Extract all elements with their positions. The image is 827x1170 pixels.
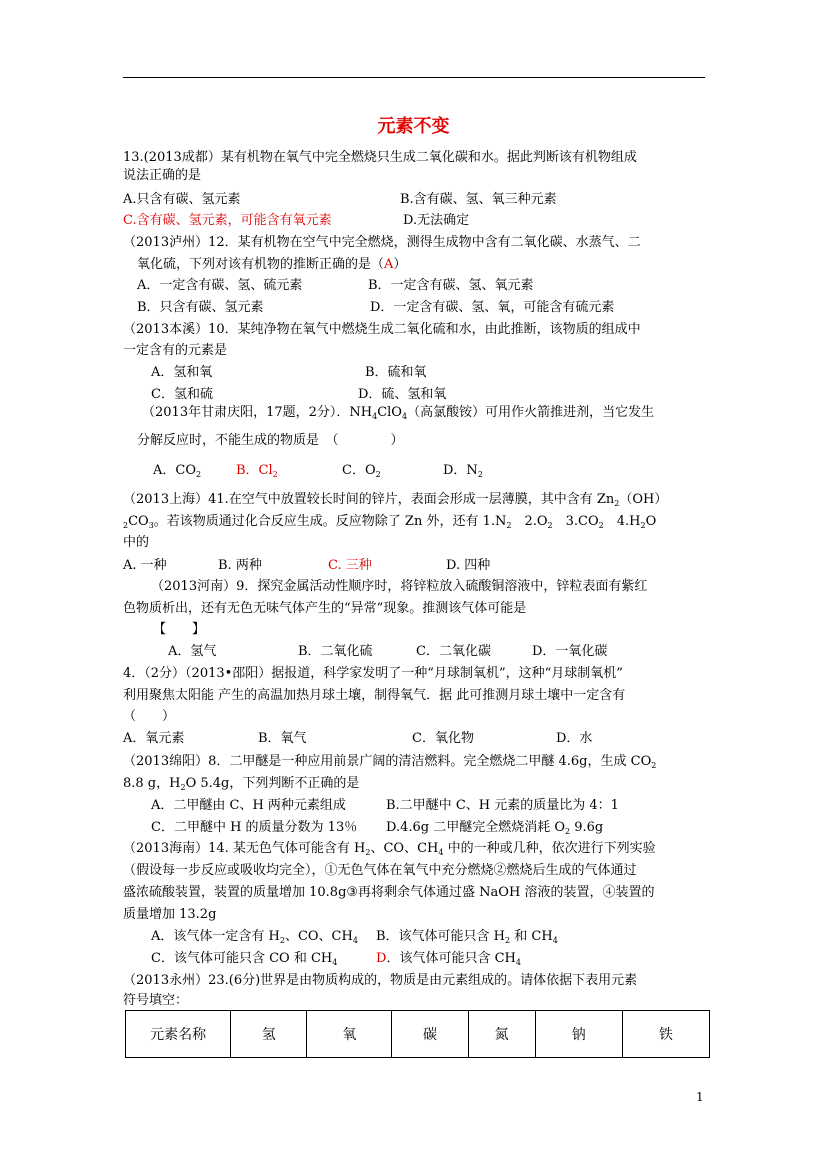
q2-option-c: B．只含有碳、氢元素 [137, 300, 264, 315]
q1-option-d: D.无法确定 [403, 213, 470, 228]
q7-option-b: B．氧气 [258, 731, 307, 746]
q2-line1: （2013泸州）12．某有机物在空气中完全燃烧，测得生成物中含有二氧化碳、水蒸气、二 [123, 235, 641, 250]
q7-option-a: A．氧元素 [123, 731, 185, 746]
q5-line3: 中的 [123, 535, 150, 550]
q8-option-b: B.二甲醚中 C、H 元素的质量比为 4：1 [386, 798, 619, 813]
q9-option-a: A．该气体一定含有 $H_2$、CO、$CH_4$ [151, 929, 358, 945]
q5-line2: $_2CO_3$。若该物质通过化合反应生成。反应物除了 Zn 外，还有 $1.N_2$ $2.O_2$ $3.CO_2$ $4.H_2O$ [123, 514, 657, 530]
element-table [125, 1010, 710, 1058]
q7-option-d: D．水 [556, 731, 593, 746]
q5-line1: （2013上海）41.在空气中放置较长时间的锌片，表面会形成一层薄膜，其中含有 $Zn_2(OH)$ [123, 492, 668, 508]
table-header-cell: 铁 [622, 1011, 709, 1058]
q8-line1: （2013绵阳）8．二甲醚是一种应用前景广阔的清洁燃料。完全燃烧二甲醚 4.6g，生成 $CO_2$ [123, 754, 657, 770]
table-header-cell: 碳 [392, 1011, 468, 1058]
q4-option-a: A．$CO_2$ [153, 463, 202, 479]
q1-option-c: C.含有碳、氢元素，可能含有氧元素 [123, 213, 332, 228]
q9-line2: （假设每一步反应或吸收均完全），①无色气体在氧气中充分燃烧②燃烧后生成的气体通过 [123, 863, 637, 878]
q9-option-b: B．该气体可能只含 $H_2$ 和 $CH_4$ [376, 929, 558, 945]
q4-line1: （2013年甘肃庆阳，17题，2分）．$NH_4ClO_4$（高氯酸铵）可用作火箭推进剂，当它发生 [142, 405, 655, 421]
q3-option-b: B．硫和氧 [365, 365, 427, 380]
header-rule [123, 77, 705, 78]
table-header-cell: 元素名称 [126, 1011, 231, 1058]
q10-line2: 符号填空： [123, 993, 189, 1008]
q3-option-c: C．氢和硫 [151, 387, 213, 402]
table-header-cell: 氢 [231, 1011, 307, 1058]
q5-option-a: A. 一种 [123, 558, 167, 573]
q8-option-d: D.4.6g 二甲醚完全燃烧消耗 $O_2$ 9.6g [386, 820, 604, 836]
q4-option-c: C．$O_2$ [342, 463, 381, 479]
q6-line2: 色物质析出，还有无色无味气体产生的“异常”现象。推测该气体可能是 [123, 601, 527, 616]
q6-answer-bracket: 【 】 [153, 622, 206, 637]
q3-line1: （2013本溪）10．某纯净物在氧气中燃烧生成二氧化硫和水，由此推断，该物质的组成中 [123, 322, 641, 337]
q2-option-b: B．一定含有碳、氢、氧元素 [368, 278, 534, 293]
q5-option-c: C. 三种 [328, 558, 372, 573]
q1-option-a: A.只含有碳、氢元素 [123, 192, 241, 207]
q7-line1: 4．（2分）（2013•邵阳）据报道，科学家发明了一种“月球制氧机”，这种“月球制氧机” [123, 666, 623, 681]
q2-line2: 氧化硫，下列对该有机物的推断正确的是（A） [137, 257, 407, 272]
q1-line1: 13.(2013成都）某有机物在氧气中完全燃烧只生成二氧化碳和水。据此判断该有机物组成 [123, 150, 637, 165]
q9-option-d: D．该气体可能只含 $CH_4$ [376, 951, 521, 967]
q1-option-b: B.含有碳、氢、氧三种元素 [400, 192, 557, 207]
q3-option-a: A．氢和氧 [151, 365, 213, 380]
q6-option-a: A．氢气 [168, 644, 217, 659]
page-number: 1 [696, 1090, 704, 1104]
q5-option-d: D. 四种 [446, 558, 491, 573]
q9-option-d-text: ．该气体可能只含 CH [386, 951, 516, 966]
q1-line2: 说法正确的是 [123, 168, 202, 183]
q8-line2: 8.8 g，$H_2O$ 5.4g，下列判断不正确的是 [123, 776, 360, 792]
table-row [126, 1011, 710, 1058]
q9-line4: 质量增加 13.2g [123, 907, 217, 922]
table-header-cell: 氧 [307, 1011, 392, 1058]
table-header-cell: 氮 [468, 1011, 535, 1058]
table-header-cell: 钠 [535, 1011, 622, 1058]
q3-line2: 一定含有的元素是 [123, 343, 228, 358]
q9-option-c: C．该气体可能只含 CO 和 $CH_4$ [151, 951, 338, 967]
q2-option-d: D．一定含有碳、氢、氧，可能含有硫元素 [370, 300, 615, 315]
q6-option-d: D．一氧化碳 [532, 644, 608, 659]
q2-option-a: A．一定含有碳、氢、硫元素 [137, 278, 303, 293]
q4-option-b: B．$Cl_2$ [236, 463, 278, 479]
q9-line1: （2013海南）14. 某无色气体可能含有 $H_2$、CO、$CH_4$ 中的一种或几种，依次进行下列实验 [123, 841, 656, 857]
q4-option-d: D．$N_2$ [443, 463, 483, 479]
page-title: 元素不变 [377, 116, 450, 137]
q10-line1: （2013永州）23.(6分)世界是由物质构成的，物质是由元素组成的。请体依据下表用元素 [123, 973, 638, 988]
q6-option-c: C．二氧化碳 [416, 644, 491, 659]
q8-option-a: A．二甲醚由 C、H 两种元素组成 [151, 798, 346, 813]
q2-answer: A [384, 257, 394, 272]
q4-line2: 分解反应时，不能生成的物质是 （ ） [137, 433, 404, 448]
q7-line2: 利用聚焦太阳能 产生的高温加热月球土壤，制得氧气．据 此可推测月球土壤中一定含有 [123, 688, 626, 703]
q9-line3: 盛浓硫酸装置，装置的质量增加 10.8g③再将剩余气体通过盛 NaOH 溶液的装置，④装置的 [123, 885, 655, 900]
q5-option-b: B. 两种 [218, 558, 262, 573]
q8-option-c: C．二甲醚中 H 的质量分数为 13％ [151, 820, 358, 835]
q7-option-c: C．氧化物 [412, 731, 474, 746]
q6-line1: （2013河南）9．探究金属活动性顺序时，将锌粒放入硫酸铜溶液中，锌粒表面有紫红 [151, 579, 648, 594]
q7-line3: （ ） [123, 709, 176, 724]
q3-option-d: D．硫、氢和氧 [358, 387, 447, 402]
q6-option-b: B．二氧化硫 [298, 644, 373, 659]
